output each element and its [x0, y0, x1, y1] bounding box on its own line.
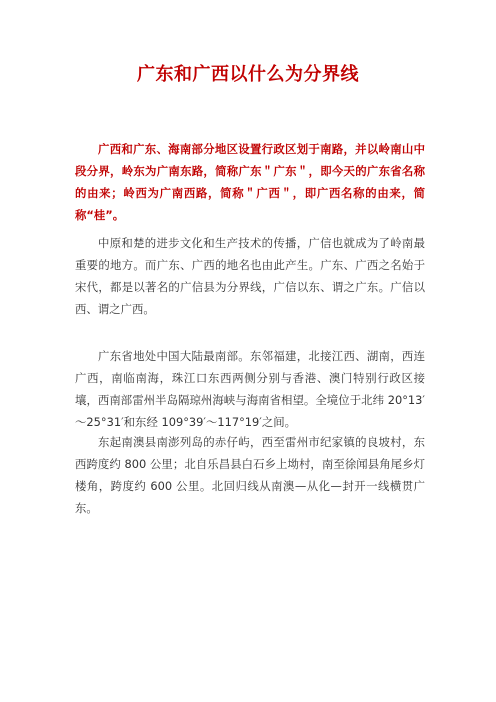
- body-paragraph-location: 广东省地处中国大陆最南部。东邻福建，北接江西、湖南，西连广西，南临南海，珠江口东西两侧分别与香港、澳门特别行政区接壤，西南部雷州半岛隔琼州海峡与海南省相望。全境位于北纬 20°13′～25°31′和东经 109°39′～117°19′之间。: [75, 349, 425, 429]
- document-title: 广东和广西以什么为分界线: [137, 64, 359, 85]
- body-paragraph-culture: 中原和楚的进步文化和生产技术的传播，广信也就成为了岭南最重要的地方。而广东、广西的地名也由此产生。广东、广西之名始于宋代，都是以著名的广信县为分界线，广信以东、谓之广东。广信以西、谓之广西。: [75, 236, 425, 316]
- body-paragraph-extent: 东起南澳县南澎列岛的赤仔屿，西至雷州市纪家镇的良坡村，东西跨度约 800 公里；北自乐昌县白石乡上坳村，南至徐闻县角尾乡灯楼角，跨度约 600 公里。北回归线从南澳—从化—封开一线横贯广东。: [75, 435, 425, 515]
- lead-paragraph: 广西和广东、海南部分地区设置行政区划于南路，并以岭南山中段分界，岭东为广南东路，简称广东＂广东＂，即今天的广东省名称的由来；岭西为广南西路，简称＂广西＂，即广西名称的由来，简称“桂”。: [75, 142, 425, 222]
